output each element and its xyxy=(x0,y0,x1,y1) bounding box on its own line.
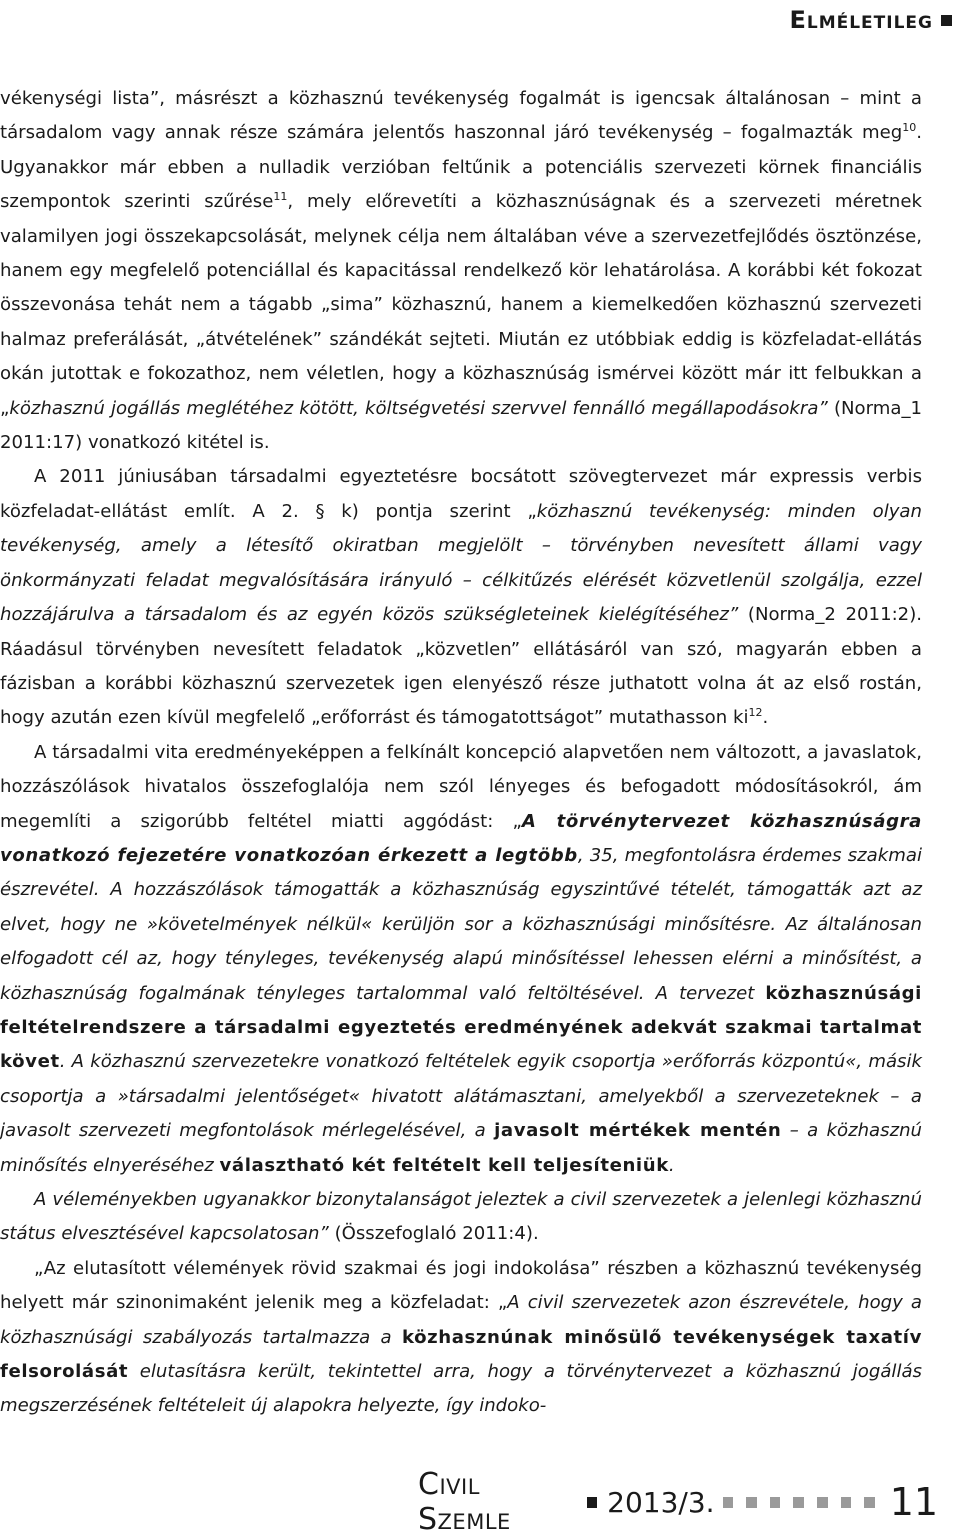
square-bullet-icon xyxy=(723,1497,734,1508)
footnote-ref-10: 10 xyxy=(902,121,917,135)
square-bullet-icon xyxy=(746,1497,757,1508)
paragraph-3: A társadalmi vita eredményeképpen a felkínált koncepció alapvetően nem változott, a javaslatok, hozzászólások hivatalos összefoglalója nem szól lényeges és befogadott módosításokról, ám megemlíti a szigorúbb feltétel miatti aggódást: „A törvénytervezet közhasznúságra vonatkozó fejezetére vonatkozóan érkezett a legtöbb, 35, megfontolásra érdemes szakmai észrevétel. A hozzászólások támogatták a közhasznúság egyszintűvé tételét, támogatták azt az elvet, hogy ne »követelmények nélkül« kerüljön sor a közhasznúsági minősítésre. Az általánosan elfogadott cél az, hogy tényleges, tevékenység alapú minősítéssel lehessen elérni a minősítést, a közhasznúság fogalmának tényleges tartalommal való feltöltésével. A tervezet közhasznúsági feltételrendszere a társadalmi egyeztetés eredményének adekvát szakmai tartalmat követ. A közhasznú szervezetekre vonatkozó feltételek egyik csoportja »erőforrás központú«, másik csoportja a »társadalmi jelentőséget« hivatott alátámasztani, amelyekből a szervezeteknek – a javasolt szervezeti megfontolások mérlegelésével, a javasolt mértékek mentén – a közhasznú minősítés elnyeréséhez választható két feltételt kell teljesíteniük. xyxy=(0,741,922,1176)
paragraph-1: vékenységi lista”, másrészt a közhasznú tevékenység fogalmát is igencsak általánosan – mint a társadalom vagy annak része számára jelentős haszonnal járó tevékenység – fogalmazták meg$^{10}$. Ugyanakkor már ebben a nulladik verzióban feltűnik a potenciális szervezeti körnek financiális szempontok szerinti szűrése$^{11}$, mely előrevetíti a közhasznúságnak és a szervezeti méretnek valamilyen jogi összekapcsolását, melynek célja nem általában véve a szervezetfejlődés ösztönzése, hanem egy megfelelő potenciállal és kapacitással rendelkező kör lehatárolása. A korábbi két fokozat összevonása tehát nem a tágabb „sima” közhasznú, hanem a kiemelkedően közhasznú szervezeti halmaz preferálását, „átvételének” szándékát sejteti. Miután ez utóbbiak eddig is közfeladat-ellátás okán jutottak e fokozathoz, nem véletlen, hogy a közhasznúság ismérvei között már itt felbukkan a „közhasznú jogállás meglétéhez kötött, költségvetési szervvel fennálló megállapodásokra” (Norma_1 2011:17) vonatkozó kitétel is. xyxy=(0,88,923,454)
paragraph-4: A véleményekben ugyanakkor bizonytalanságot jeleztek a civil szervezetek a jelenlegi közhasznú státus elvesztésével kapcsolatosan” (Összefoglaló 2011:4). xyxy=(0,1189,922,1245)
paragraph-2: A 2011 júniusában társadalmi egyeztetésre bocsátott szövegtervezet már expressis verbis közfeladat-ellátást említ. A 2. § k) pontja szerint „közhasznú tevékenység: minden olyan tevékenység, amely a létesítő okiratban megjelölt – törvényben nevesített állami vagy önkormányzati feladat megvalósítására irányuló – célkitűzés elérését közvetlenül szolgálja, ezzel hozzájárulva a társadalom és az egyén közös szükségleteinek kielégítéséhez” (Norma_2 2011:2). Ráadásul törvényben nevesített feladatok „közvetlen” ellátásáról van szó, magyarán ebben a fázisban a korábbi közhasznú szervezetek igen elenyésző része juthatott volna át az első rostán, hogy azután ezen kívül megfelelő „erőforrást és támogatottságot” mutathasson $ki^{12}$. xyxy=(0,466,923,729)
square-bullet-icon xyxy=(793,1497,804,1508)
page-number: 11 xyxy=(889,1480,939,1524)
square-bullet-icon xyxy=(587,1497,598,1508)
journal-name: Civil Szemle xyxy=(418,1467,511,1537)
footnote-ref-11: 11 xyxy=(273,190,288,204)
square-bullet-icon xyxy=(817,1497,828,1508)
square-bullet-icon xyxy=(864,1497,875,1508)
paragraph-5: „Az elutasított vélemények rövid szakmai és jogi indokolása” részben a közhasznú tevékenység helyett már szinonimaként jelenik meg a közfeladat: „A civil szervezetek azon észrevétele, hogy a közhasznúsági szabályozás tartalmazza a közhasznúnak minősülő tevékenységek taxatív felsorolását elutasításra került, tekintettel arra, hogy a törvénytervezet a közhasznú jogállás megszerzésének feltételeit új alapokra helyezte, így indoko- xyxy=(0,1257,923,1417)
running-footer xyxy=(418,1467,939,1537)
section-title: Elméletileg xyxy=(789,6,933,34)
square-bullet-icon xyxy=(770,1497,781,1508)
square-bullet-icon xyxy=(841,1497,852,1508)
running-header xyxy=(789,0,952,40)
article-body xyxy=(0,82,922,1424)
issue-number: 2013/3. xyxy=(607,1485,715,1519)
square-bullet-icon xyxy=(941,15,952,26)
footnote-ref-12: 12 xyxy=(748,706,763,720)
